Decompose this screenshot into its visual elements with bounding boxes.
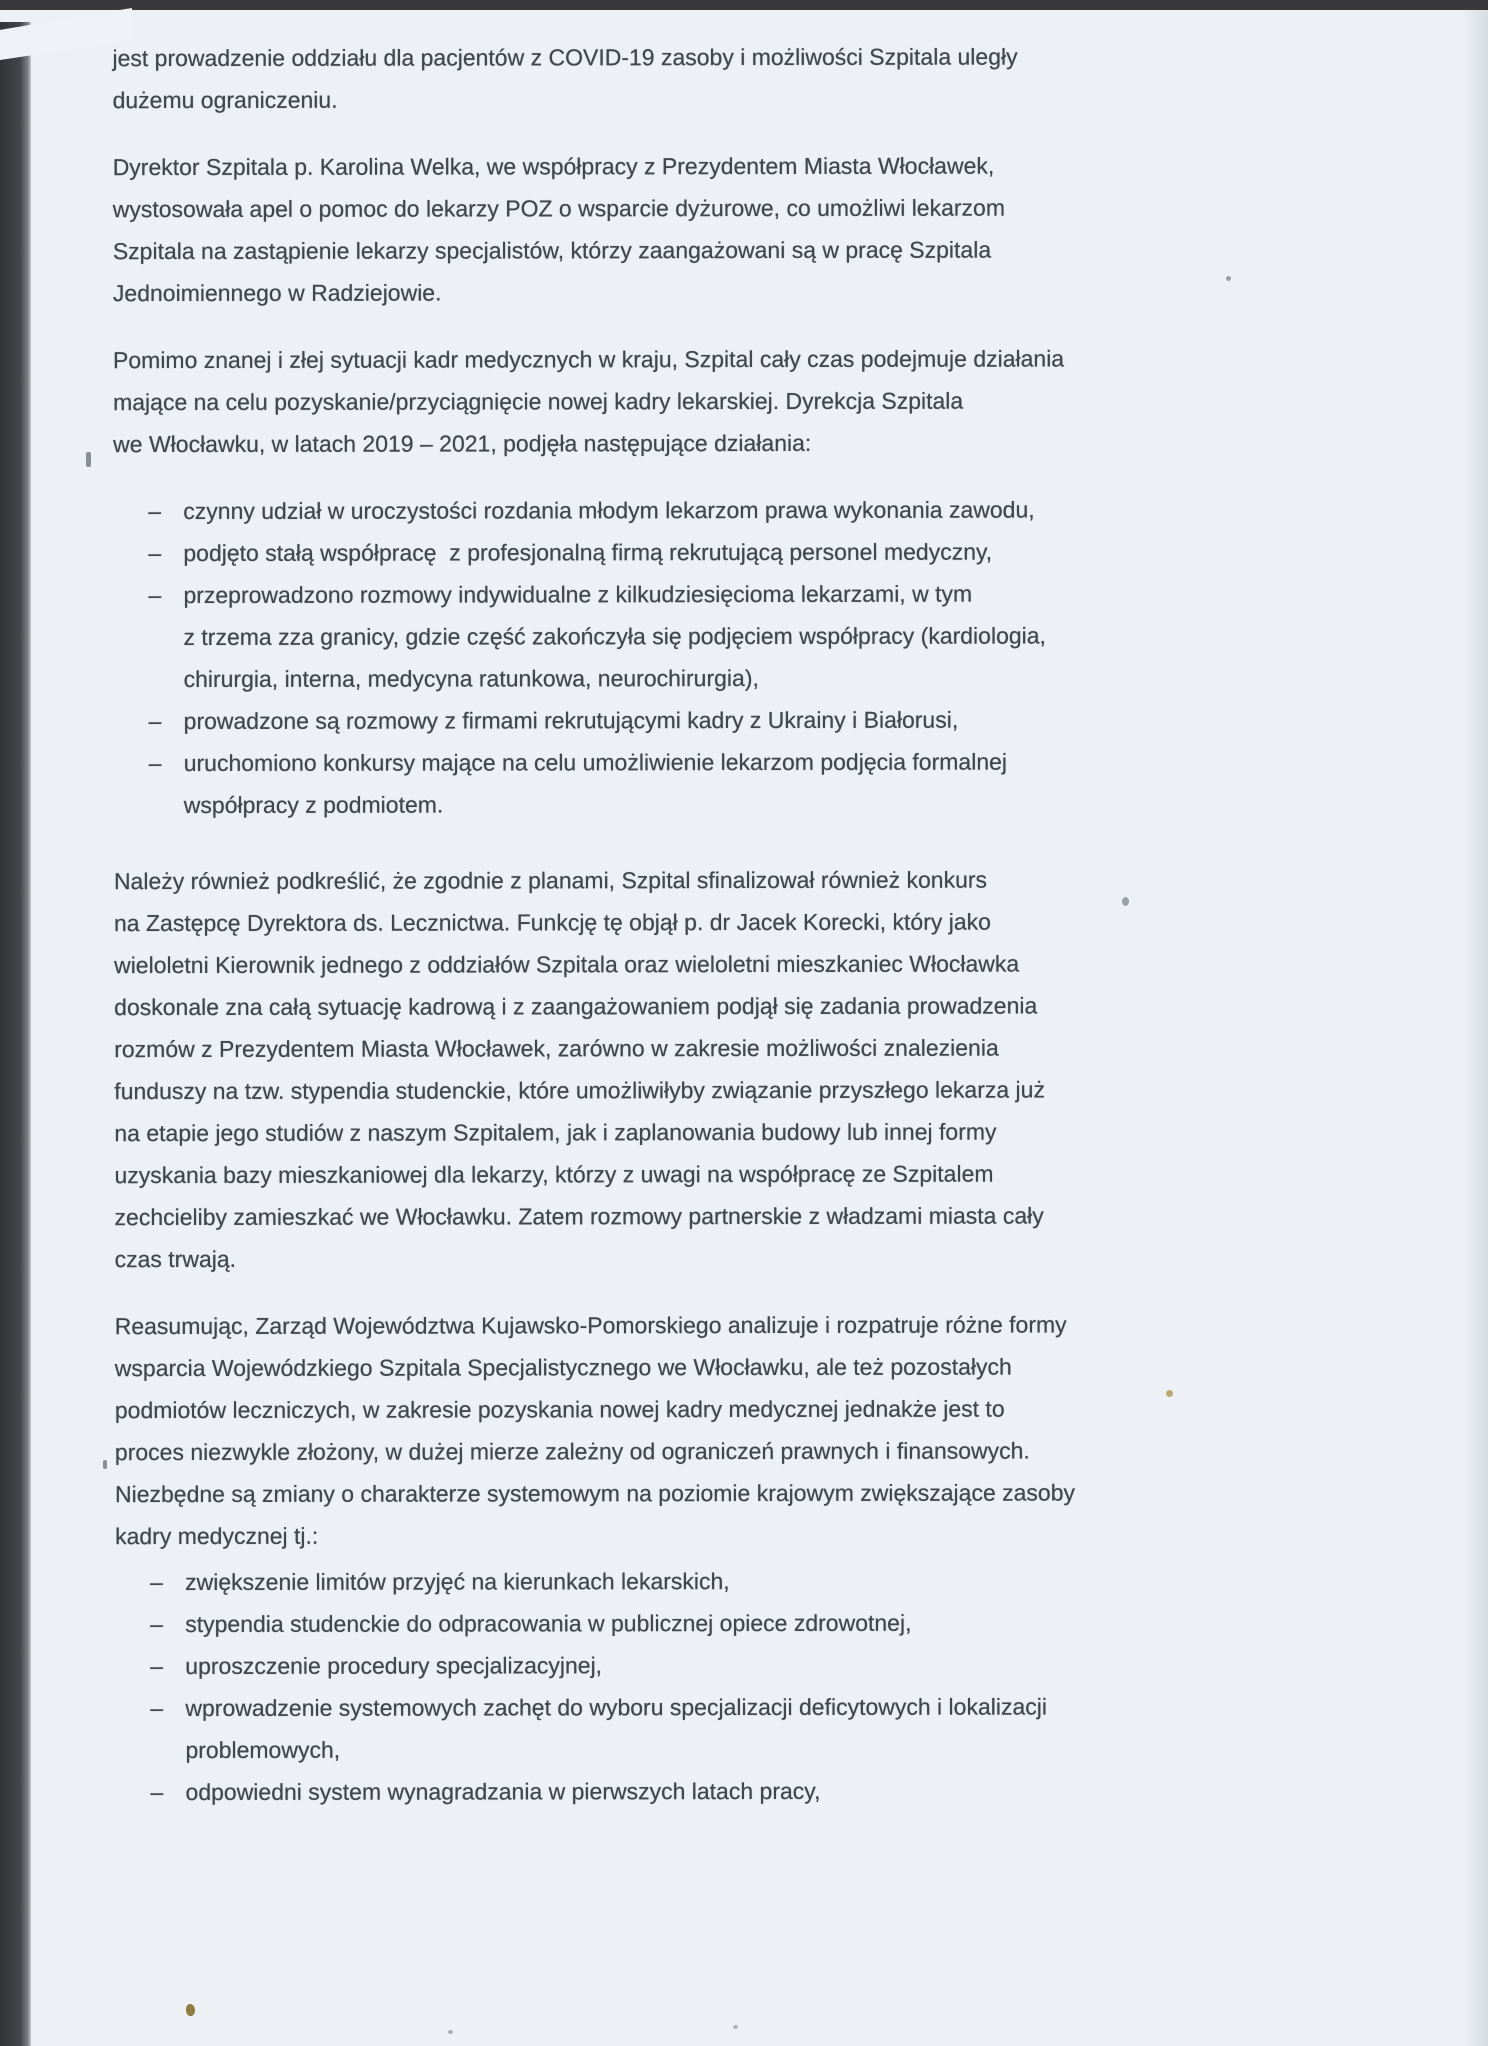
bullet-dash: – — [150, 1653, 164, 1680]
text-line: problemowych, — [185, 1736, 341, 1763]
list-item — [114, 740, 1394, 826]
bullet-dash: – — [148, 708, 162, 735]
bullet-list — [115, 1559, 1395, 1813]
scan-speck — [186, 2004, 195, 2016]
list-item — [113, 488, 1393, 532]
scan-speck — [86, 452, 91, 467]
paragraph — [113, 144, 1393, 314]
scan-speck — [1166, 1390, 1173, 1397]
text-line: uproszczenie procedury specjalizacyjnej, — [185, 1652, 603, 1679]
text-line: czas trwają. — [114, 1245, 237, 1273]
scan-speck — [103, 1460, 107, 1469]
scanned-document-page — [112, 35, 1395, 1813]
text-line: Jednoimiennego w Radziejowie. — [112, 279, 442, 307]
list-item — [113, 530, 1393, 574]
list-item — [115, 1643, 1395, 1687]
scan-speck — [1122, 897, 1129, 906]
text-line: prowadzone są rozmowy z firmami rekrutującymi kadry z Ukrainy i Białorusi, — [183, 706, 959, 734]
text-line: Dyrektor Szpitala p. Karolina Welka, we współpracy z Prezydentem Miasta Włocławek, — [112, 152, 995, 181]
text-line: rozmów z Prezydentem Miasta Włocławek, zarówno w zakresie możliwości znalezienia — [114, 1034, 999, 1063]
text-line: wprowadzenie systemowych zachęt do wyboru specjalizacji deficytowych i lokalizacji — [185, 1693, 1047, 1721]
bullet-dash: – — [148, 540, 162, 567]
scan-speck — [733, 2025, 738, 2029]
text-line: odpowiedni system wynagradzania w pierwszych latach pracy, — [185, 1777, 821, 1805]
text-line: zwiększenie limitów przyjęć na kierunkach lekarskich, — [185, 1568, 730, 1595]
text-line: doskonale zna całą sytuację kadrową i z zaangażowaniem podjął się zadania prowadzenia — [114, 992, 1038, 1021]
list-item — [115, 1769, 1395, 1813]
text-line: wsparcia Wojewódzkiego Szpitala Specjalistycznego we Włocławku, ale też pozostałych — [114, 1353, 1012, 1382]
text-line: z trzema zza granicy, gdzie część zakończyła się podjęciem współpracy (kardiologia, — [183, 622, 1046, 650]
bullet-dash: – — [148, 582, 162, 609]
scan-speck — [448, 2030, 453, 2034]
text-line: uzyskania bazy mieszkaniowej dla lekarzy, którzy z uwagi na współpracę ze Szpitalem — [114, 1160, 994, 1189]
text-line: chirurgia, interna, medycyna ratunkowa, neurochirurgia), — [183, 664, 759, 692]
bullet-dash: – — [150, 1569, 163, 1596]
text-line: jest prowadzenie oddziału dla pacjentów z COVID-19 zasoby i możliwości Szpitala uległy — [112, 43, 1018, 72]
text-line: na etapie jego studiów z naszym Szpitalem, jak i zaplanowania budowy lub innej formy — [114, 1118, 997, 1147]
text-line: Reasumując, Zarząd Województwa Kujawsko-Pomorskiego analizuje i rozpatruje różne formy — [114, 1311, 1067, 1340]
text-line: stypendia studenckie do odpracowania w publicznej opiece zdrowotnej, — [185, 1609, 912, 1637]
scan-speck — [1226, 276, 1231, 281]
list-item — [113, 572, 1393, 700]
text-line: zechcieliby zamieszkać we Włocławku. Zatem rozmowy partnerskie z władzami miasta cały — [114, 1202, 1044, 1231]
list-item — [115, 1685, 1395, 1771]
scan-top-edge — [0, 0, 1488, 10]
paragraph — [112, 35, 1392, 121]
bullet-dash: – — [148, 750, 162, 777]
text-line: podjęto stałą współpracę z profesjonalną firmą rekrutującą personel medyczny, — [183, 538, 993, 566]
text-line: funduszy na tzw. stypendia studenckie, które umożliwiłyby związanie przyszłego lekarza już — [114, 1076, 1045, 1105]
text-line: we Włocławku, w latach 2019 – 2021, podjęła następujące działania: — [113, 429, 812, 458]
text-line: Pomimo znanej i złej sytuacji kadr medycznych w kraju, Szpital cały czas podejmuje działania — [112, 345, 1065, 374]
text-line: przeprowadzono rozmowy indywidualne z kilkudziesięcioma lekarzami, w tym — [183, 580, 973, 608]
text-line: Niezbędne są zmiany o charakterze systemowym na poziomie krajowym zwiększające zasoby — [114, 1479, 1076, 1508]
text-line: wystosowała apel o pomoc do lekarzy POZ o wsparcie dyżurowe, co umożliwi lekarzom — [112, 194, 1006, 223]
bullet-dash: – — [150, 1611, 164, 1638]
text-line: Należy również podkreślić, że zgodnie z planami, Szpital sfinalizował również konkurs — [113, 866, 988, 895]
scan-left-edge — [0, 22, 31, 2046]
text-line: Szpitala na zastąpienie lekarzy specjalistów, którzy zaangażowani są w pracę Szpitala — [112, 236, 992, 265]
list-item — [114, 698, 1394, 742]
text-line: na Zastępcę Dyrektora ds. Lecznictwa. Funkcję tę objął p. dr Jacek Korecki, który jako — [113, 908, 991, 937]
text-line: współpracy z podmiotem. — [183, 791, 444, 818]
paragraph — [115, 1303, 1395, 1557]
text-line: uruchomiono konkursy mające na celu umożliwienie lekarzom podjęcia formalnej — [183, 748, 1008, 776]
text-line: mające na celu pozyskanie/przyciągnięcie nowej kadry lekarskiej. Dyrekcja Szpitala — [113, 387, 964, 416]
bullet-dash: – — [148, 498, 162, 525]
text-line: wieloletni Kierownik jednego z oddziałów Szpitala oraz wieloletni mieszkaniec Włocławka — [114, 950, 1020, 979]
list-item — [115, 1559, 1395, 1603]
text-line: podmiotów leczniczych, w zakresie pozyskania nowej kadry medycznej jednakże jest to — [114, 1395, 1005, 1424]
bullet-dash: – — [150, 1779, 164, 1806]
text-line: kadry medycznej tj.: — [115, 1522, 319, 1550]
bullet-dash: – — [150, 1695, 164, 1722]
list-item — [115, 1601, 1395, 1645]
text-line: dużemu ograniczeniu. — [112, 86, 338, 114]
scan-right-shade — [1462, 10, 1488, 2046]
text-line: czynny udział w uroczystości rozdania młodym lekarzom prawa wykonania zawodu, — [183, 496, 1035, 524]
bullet-list — [113, 488, 1394, 826]
paragraph — [113, 337, 1393, 465]
paragraph — [114, 858, 1395, 1280]
text-line: proces niezwykle złożony, w dużej mierze zależny od ograniczeń prawnych i finansowych. — [114, 1437, 1030, 1466]
